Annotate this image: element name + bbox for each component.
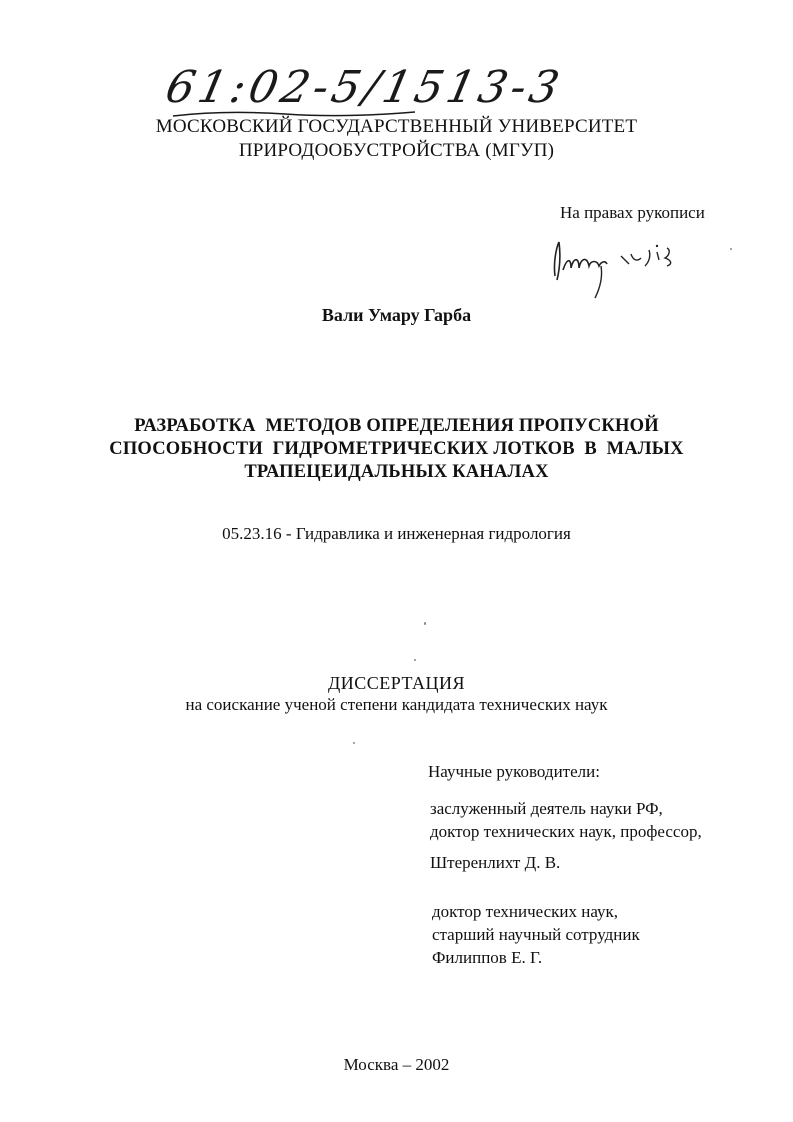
university-line-2: ПРИРОДООБУСТРОЙСТВА (МГУП) xyxy=(238,140,555,161)
title-line-2: СПОСОБНОСТИ ГИДРОМЕТРИЧЕСКИХ ЛОТКОВ В МАЛЫХ xyxy=(109,439,684,459)
dissertation-title xyxy=(0,415,793,484)
advisor-first-name: Штеренлихт Д. В. xyxy=(430,853,561,872)
scan-speck xyxy=(424,622,426,625)
degree-subtitle: на соискание ученой степени кандидата технических наук xyxy=(185,695,608,714)
manuscript-rights-note: На правах рукописи xyxy=(560,203,705,222)
dissertation-label: ДИССЕРТАЦИЯ xyxy=(327,673,466,693)
author-signature xyxy=(545,236,715,300)
archive-code-text: 61:02-5/1513-3 xyxy=(161,62,568,113)
scan-speck xyxy=(353,742,355,744)
city-and-year: Москва – 2002 xyxy=(343,1055,450,1074)
signature-graphic xyxy=(545,236,715,300)
scan-speck xyxy=(730,248,732,250)
advisors-heading: Научные руководители: xyxy=(428,762,600,781)
scientific-advisors xyxy=(428,760,788,983)
advisor-first-title-1: заслуженный деятель науки РФ, xyxy=(430,799,663,818)
advisor-first xyxy=(428,797,788,874)
advisor-second-title-2: старший научный сотрудник xyxy=(432,925,640,944)
university-name xyxy=(0,115,793,163)
advisor-second-title-1: доктор технических наук, xyxy=(432,902,619,921)
advisor-first-title-2: доктор технических наук, профессор, xyxy=(430,822,702,841)
advisor-second-name: Филиппов Е. Г. xyxy=(432,948,543,967)
title-line-3: ТРАПЕЦЕИДАЛЬНЫХ КАНАЛАХ xyxy=(244,462,549,482)
author-name: Вали Умару Гарба xyxy=(321,305,472,325)
university-line-1: МОСКОВСКИЙ ГОСУДАРСТВЕННЫЙ УНИВЕРСИТЕТ xyxy=(155,116,638,137)
scan-speck xyxy=(414,659,416,661)
specialty-code: 05.23.16 - Гидравлика и инженерная гидрология xyxy=(222,524,571,543)
advisor-second xyxy=(428,900,788,969)
title-line-1: РАЗРАБОТКА МЕТОДОВ ОПРЕДЕЛЕНИЯ ПРОПУСКНОЙ xyxy=(134,416,659,436)
